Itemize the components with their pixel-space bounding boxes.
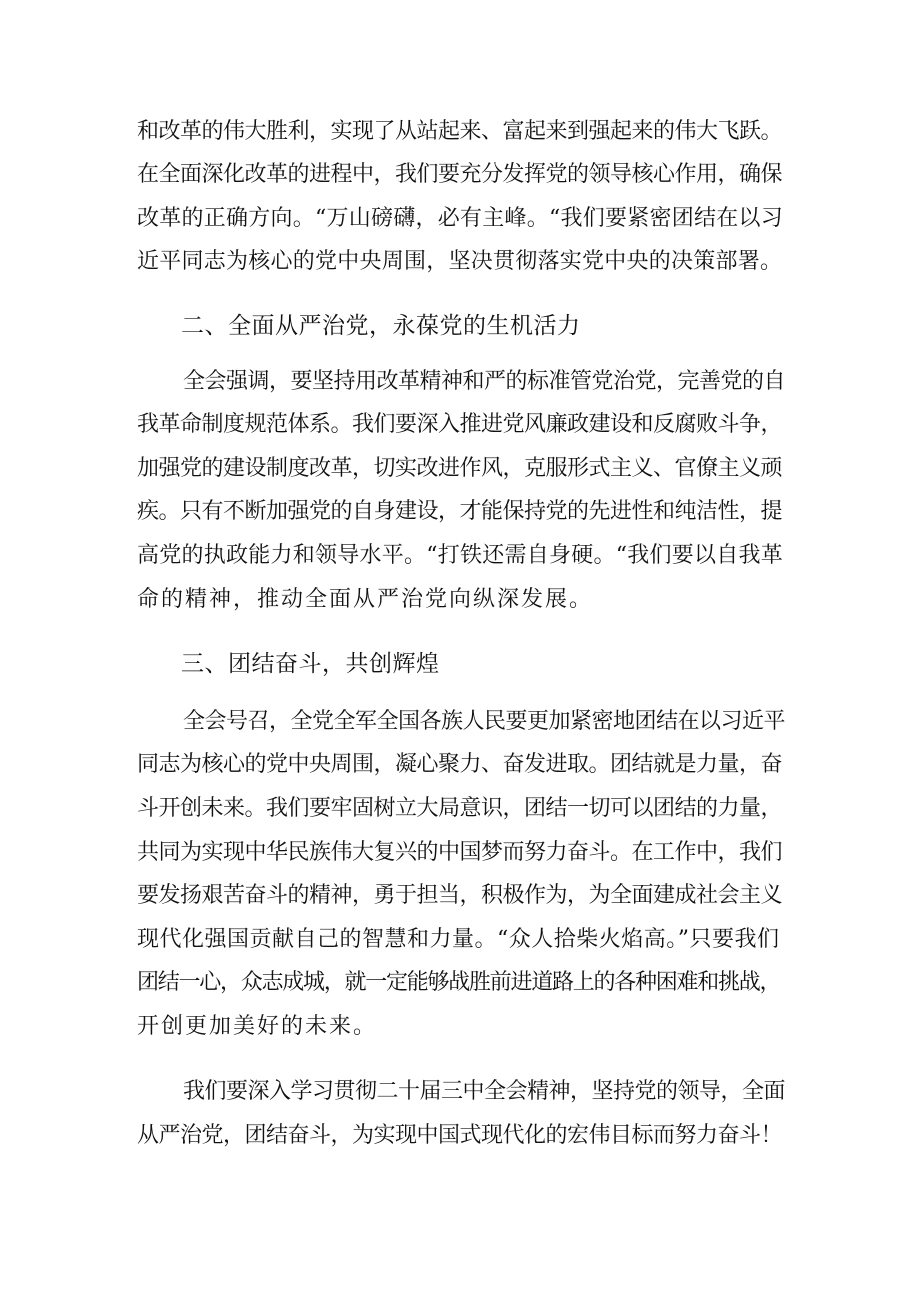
text-line: 我们要深入学习贯彻二十届三中全会精神，坚持党的领导，全面	[183, 1079, 786, 1104]
section-heading-2: 二、全面从严治党，永葆党的生机活力	[181, 313, 581, 339]
text-line: 全会强调，要坚持用改革精神和严的标准管党治党，完善党的自	[183, 369, 786, 394]
text-line: 我革命制度规范体系。我们要深入推进党风廉政建设和反腐败斗争，	[137, 412, 783, 437]
text-line: 改革的正确方向。“万山磅礴，必有主峰。“我们要紧密团结在以习	[137, 206, 783, 231]
text-line: 加强党的建设制度改革，切实改进作风，克服形式主义、官僚主义顽	[137, 456, 783, 481]
text-line: 团结一心，众志成城，就一定能够战胜前进道路上的各种困难和挑战，	[137, 970, 781, 995]
section-heading-3: 三、团结奋斗，共创辉煌	[181, 651, 440, 677]
text-line: 现代化强国贡献自己的智慧和力量。“众人拾柴火焰高。”只要我们	[137, 927, 780, 952]
text-line: 共同为实现中华民族伟大复兴的中国梦而努力奋斗。在工作中，我们	[137, 840, 783, 865]
text-line: 要发扬艰苦奋斗的精神，勇于担当，积极作为，为全面建成社会主义	[137, 883, 783, 908]
text-line: 和改革的伟大胜利，实现了从站起来、富起来到强起来的伟大飞跃。	[137, 119, 783, 144]
text-line: 命的精神，推动全面从严治党向纵深发展。	[137, 587, 594, 612]
text-line: 高党的执政能力和领导水平。“打铁还需自身硬。“我们要以自我革	[137, 543, 783, 568]
text-line: 斗开创未来。我们要牢固树立大局意识，团结一切可以团结的力量，	[137, 796, 783, 821]
text-line: 全会号召，全党全军全国各族人民要更加紧密地团结在以习近平	[183, 709, 786, 734]
text-line: 从严治党，团结奋斗，为实现中国式现代化的宏伟目标而努力奋斗！	[137, 1123, 783, 1148]
text-line: 近平同志为核心的党中央周围，坚决贯彻落实党中央的决策部署。	[137, 249, 783, 274]
text-line: 在全面深化改革的进程中，我们要充分发挥党的领导核心作用，确保	[137, 162, 783, 187]
text-line: 疾。只有不断加强党的自身建设，才能保持党的先进性和纯洁性，提	[137, 499, 783, 524]
text-line: 同志为核心的党中央周围，凝心聚力、奋发进取。团结就是力量，奋	[137, 752, 783, 777]
text-line: 开创更加美好的未来。	[137, 1014, 378, 1039]
